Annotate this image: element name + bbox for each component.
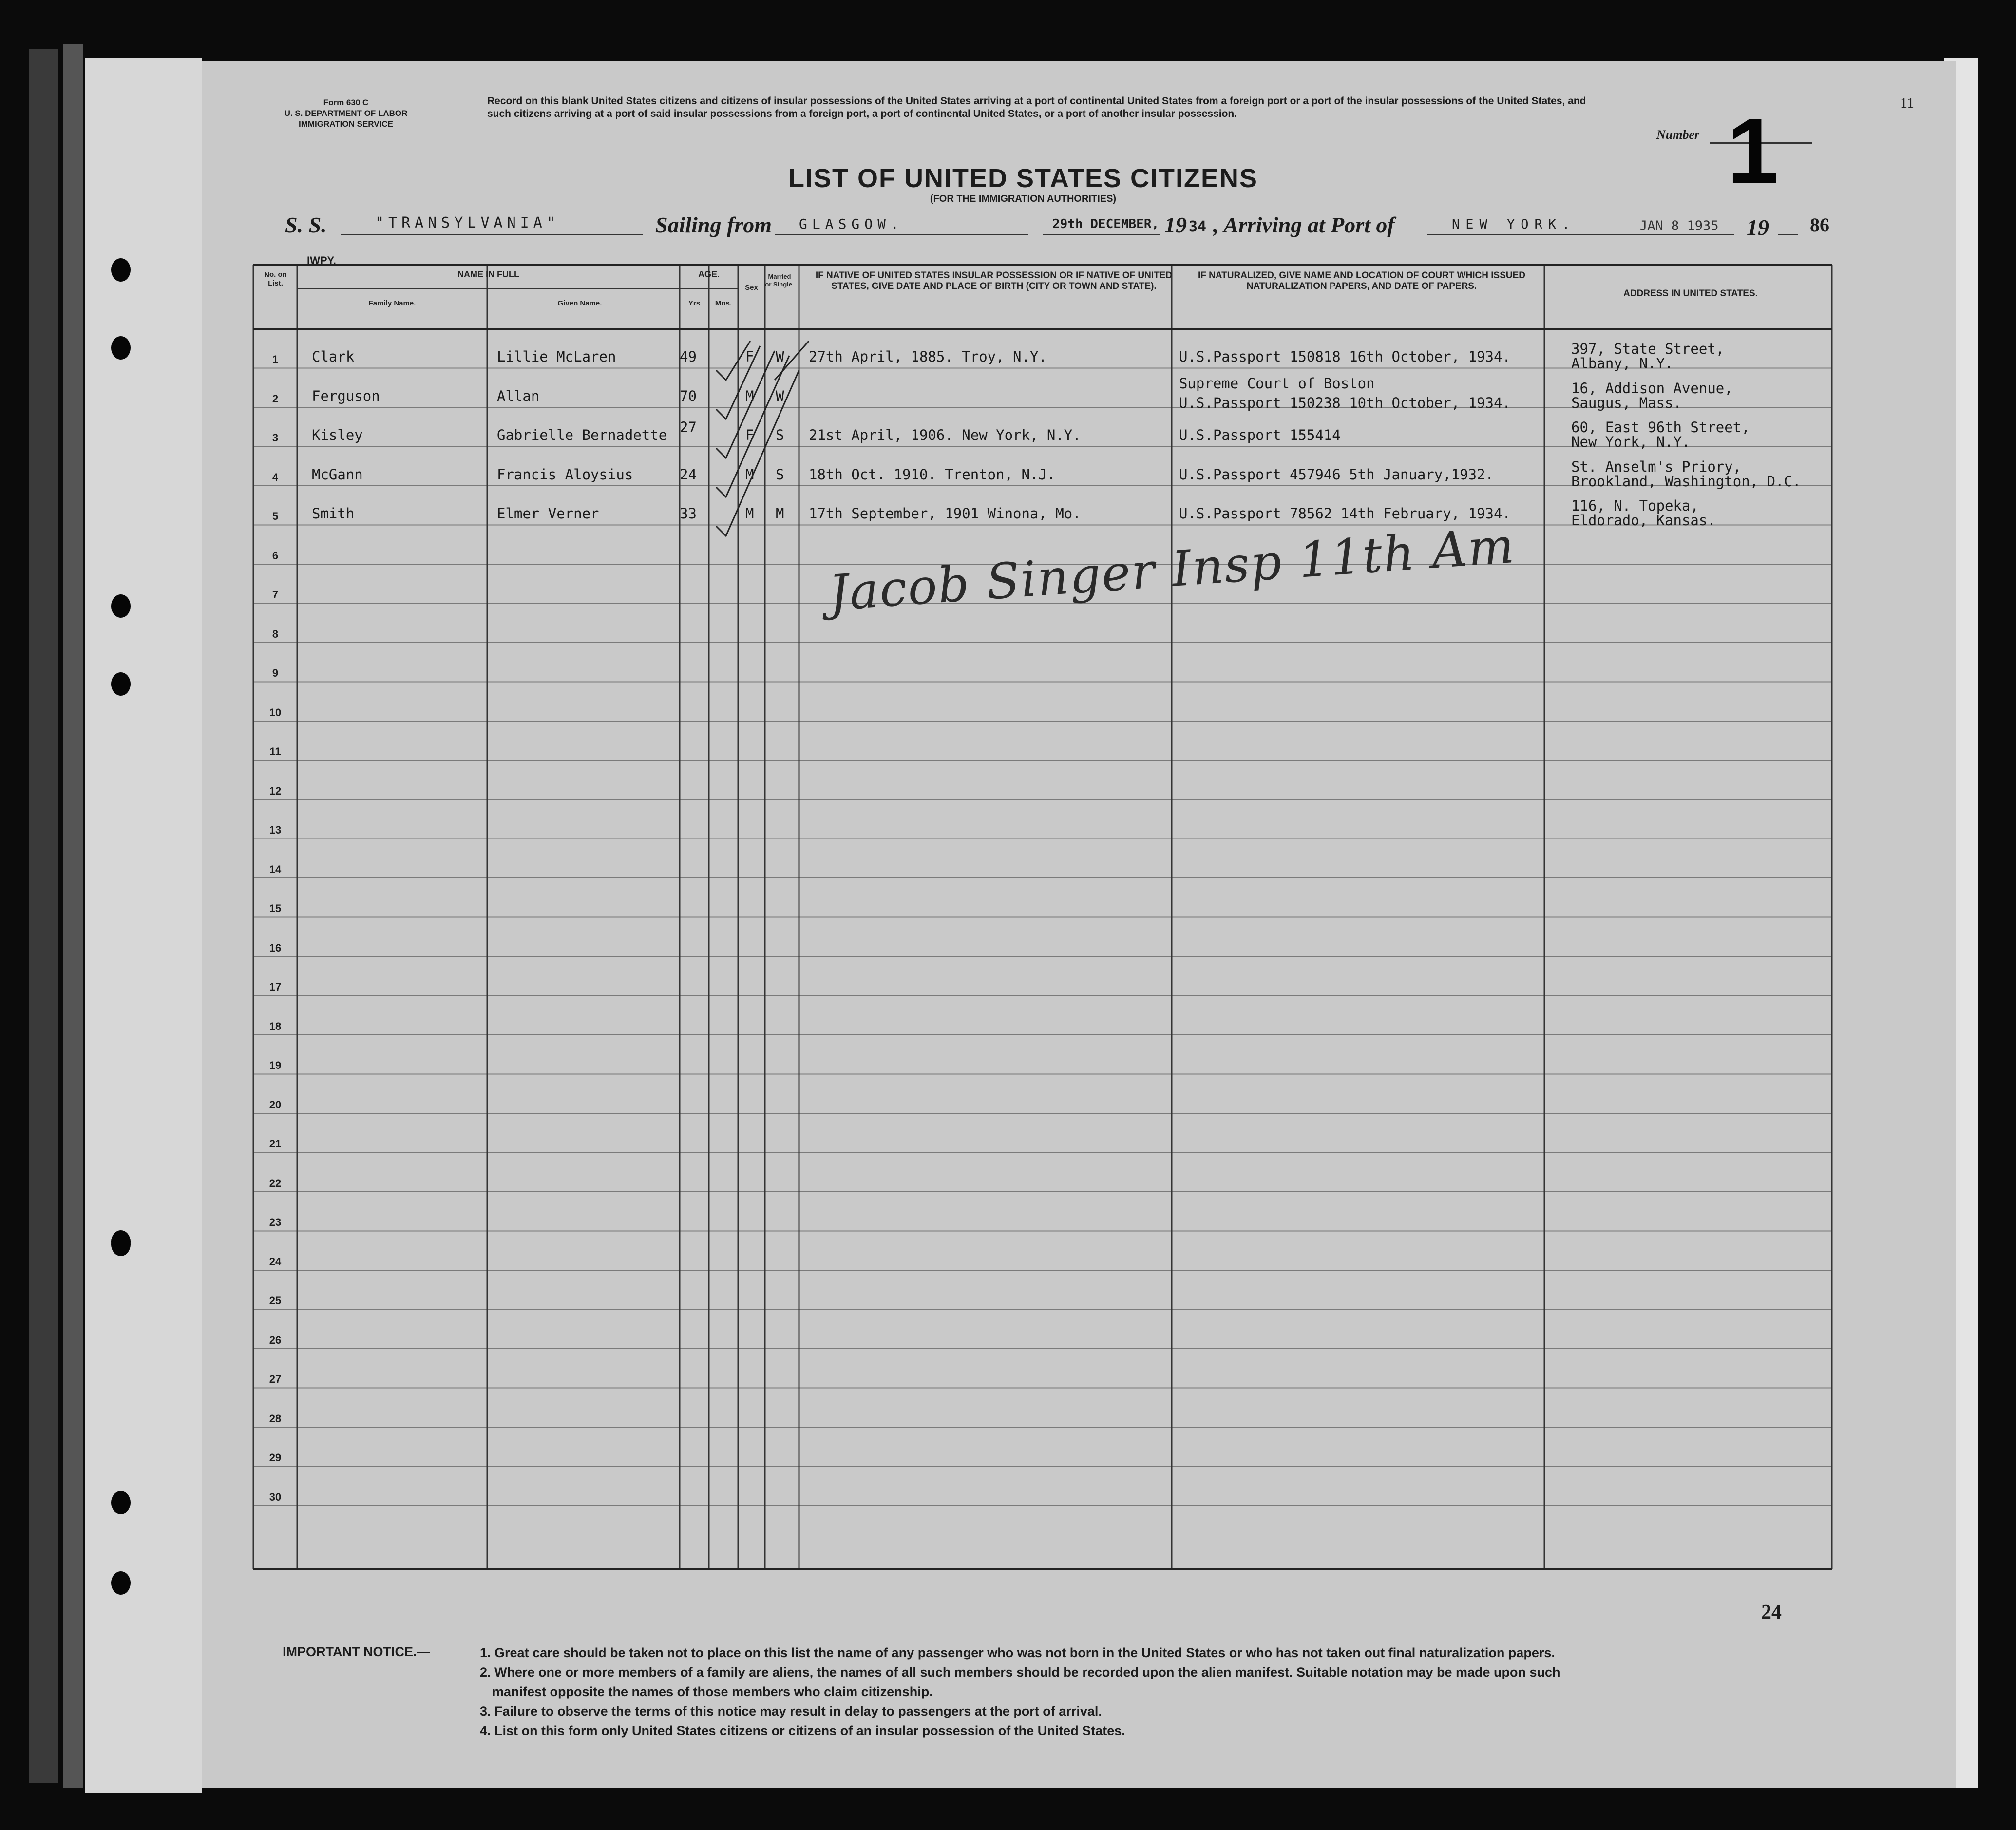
departure-date: 29th DECEMBER, bbox=[1052, 217, 1160, 231]
sheet-number: 86 bbox=[1810, 214, 1829, 236]
row-number: 16 bbox=[269, 941, 282, 954]
row-number: 9 bbox=[272, 667, 279, 679]
page-title: LIST OF UNITED STATES CITIZENS bbox=[788, 164, 1258, 193]
given-name: Elmer Verner bbox=[497, 505, 599, 522]
marital-status: S bbox=[776, 466, 784, 483]
col-header-yrs: Yrs bbox=[688, 299, 701, 307]
notice-item-3: 3. Failure to observe the terms of this notice may result in delay to passengers at the port of arrival. bbox=[480, 1704, 1102, 1718]
given-name: Allan bbox=[497, 387, 540, 404]
list-number: 1 bbox=[1727, 99, 1779, 203]
row-number: 18 bbox=[269, 1020, 282, 1032]
col-header-age: AGE. bbox=[698, 269, 720, 279]
birth-date-place: 27th April, 1885. Troy, N.Y. bbox=[809, 348, 1047, 365]
col-header-mos: Mos. bbox=[715, 299, 732, 307]
address-street: 16, Addison Avenue, bbox=[1571, 380, 1733, 397]
col-header-name: NAME IN FULL bbox=[457, 269, 519, 279]
notice-item-1: 1. Great care should be taken not to place on this list the name of any passenger who was not born in the United States or who has not taken out final naturalization papers. bbox=[480, 1645, 1555, 1660]
row-number: 11 bbox=[269, 745, 281, 758]
row-number: 1 bbox=[272, 353, 279, 365]
notice-item-4: 4. List on this form only United States citizens or citizens of an insular possession of the United States. bbox=[480, 1723, 1125, 1738]
birth-date-place: 21st April, 1906. New York, N.Y. bbox=[809, 427, 1081, 443]
row-number: 15 bbox=[269, 902, 282, 915]
family-name: Clark bbox=[312, 348, 355, 365]
birth-date-place: 17th September, 1901 Winona, Mo. bbox=[809, 505, 1081, 522]
row-number: 12 bbox=[269, 784, 282, 797]
family-name: Smith bbox=[312, 505, 355, 522]
col-header-family-name: Family Name. bbox=[368, 299, 416, 307]
row-number: 5 bbox=[272, 510, 279, 522]
family-name: Kisley bbox=[312, 427, 363, 443]
family-name: Ferguson bbox=[312, 387, 380, 404]
ship-name: "TRANSYLVANIA" bbox=[375, 214, 560, 231]
age-years: 33 bbox=[680, 505, 697, 522]
class-note: IWPY. bbox=[307, 254, 336, 267]
address-city: Eldorado, Kansas. bbox=[1571, 512, 1716, 529]
col-header-naturalized: IF NATURALIZED, GIVE NAME AND LOCATION OF COURT WHICH ISSUED NATURALIZATION PAPERS, AND DATE OF PAPERS. bbox=[1198, 270, 1525, 291]
sex: F bbox=[745, 427, 754, 443]
number-label: Number bbox=[1656, 128, 1700, 142]
address-street: St. Anselm's Priory, bbox=[1571, 458, 1742, 475]
row-number: 23 bbox=[269, 1216, 282, 1228]
naturalization-papers: U.S.Passport 457946 5th January,1932. bbox=[1179, 466, 1494, 483]
row-number: 10 bbox=[269, 706, 282, 719]
sex: M bbox=[745, 505, 754, 522]
col-header-no: No. on List. bbox=[264, 270, 287, 287]
row-number: 13 bbox=[269, 824, 282, 836]
address-street: 116, N. Topeka, bbox=[1571, 497, 1699, 514]
age-years: 70 bbox=[680, 387, 697, 404]
row-number: 27 bbox=[269, 1373, 282, 1385]
marital-status: W bbox=[776, 387, 784, 404]
col-header-native-birth: IF NATIVE OF UNITED STATES INSULAR POSSESSION OR IF NATIVE OF UNITED STATES, GIVE DATE AND PLACE OF BIRTH (CITY OR TOWN AND STATE). bbox=[815, 270, 1173, 291]
notice-item-2-cont: manifest opposite the names of those members who claim citizenship. bbox=[492, 1684, 933, 1699]
naturalization-papers: U.S.Passport 78562 14th February, 1934. bbox=[1179, 505, 1511, 522]
sailing-from-label: Sailing from bbox=[655, 212, 772, 237]
row-number: 20 bbox=[269, 1098, 282, 1111]
given-name: Gabrielle Bernadette bbox=[497, 427, 667, 443]
family-name: McGann bbox=[312, 466, 363, 483]
birth-date-place: 18th Oct. 1910. Trenton, N.J. bbox=[809, 466, 1056, 483]
age-years: 24 bbox=[680, 466, 697, 483]
marital-status: S bbox=[776, 427, 784, 443]
arrival-year-prefix: 19 bbox=[1747, 215, 1769, 240]
arriving-label: , Arriving at Port of bbox=[1213, 212, 1395, 237]
col-header-sex: Sex bbox=[745, 284, 758, 292]
sex: F bbox=[745, 348, 754, 365]
row-number: 4 bbox=[272, 471, 279, 483]
inspector-signature: Jacob Singer Insp 11th Am bbox=[827, 516, 1517, 622]
col-header-given-name: Given Name. bbox=[557, 299, 602, 307]
row-number: 8 bbox=[272, 628, 279, 640]
row-number: 19 bbox=[269, 1059, 282, 1071]
department-name: U. S. DEPARTMENT OF LABOR bbox=[284, 109, 408, 118]
row-number: 29 bbox=[269, 1451, 282, 1464]
address-street: 60, East 96th Street, bbox=[1571, 419, 1750, 436]
address-street: 397, State Street, bbox=[1571, 341, 1725, 357]
notice-item-2: 2. Where one or more members of a family are aliens, the names of all such members should be recorded upon the alien manifest. Suitable notation may be made upon such bbox=[480, 1665, 1560, 1679]
year-prefix: 19 bbox=[1164, 212, 1187, 237]
row-number: 22 bbox=[269, 1177, 282, 1189]
given-name: Francis Aloysius bbox=[497, 466, 633, 483]
age-years: 27 bbox=[680, 419, 697, 436]
sailing-from-port: GLASGOW. bbox=[799, 216, 904, 232]
notice-heading: IMPORTANT NOTICE.— bbox=[283, 1644, 430, 1659]
form-number: Form 630 C bbox=[323, 98, 369, 107]
record-instructions: Record on this blank United States citizens and citizens of insular possessions of the United States arriving at a port of continental United States from a foreign port or a port of the insular possessions of the United States, and such citizens arriving at a port of said insular possessions from a foreign port, a port of continental United States, or a port of another insular possession. bbox=[487, 95, 1586, 119]
year-suffix: 34 bbox=[1189, 218, 1207, 235]
marital-status: W bbox=[776, 348, 784, 365]
row-number: 28 bbox=[269, 1412, 282, 1425]
row-number: 14 bbox=[269, 863, 282, 876]
row-number: 7 bbox=[272, 589, 279, 601]
row-number: 3 bbox=[272, 432, 279, 444]
row-number: 2 bbox=[272, 392, 279, 405]
naturalization-papers: U.S.Passport 150238 10th October, 1934. bbox=[1179, 394, 1511, 411]
naturalization-court: Supreme Court of Boston bbox=[1179, 375, 1375, 392]
row-number: 25 bbox=[269, 1295, 282, 1307]
ss-label: S. S. bbox=[285, 212, 327, 237]
page-number: 24 bbox=[1761, 1601, 1782, 1623]
address-city: New York, N.Y. bbox=[1571, 434, 1691, 450]
address-city: Albany, N.Y. bbox=[1571, 355, 1674, 372]
address-city: Brookland, Washington, D.C. bbox=[1571, 473, 1801, 490]
row-number: 26 bbox=[269, 1334, 282, 1346]
row-number: 21 bbox=[269, 1138, 282, 1150]
sex: M bbox=[745, 466, 754, 483]
naturalization-papers: U.S.Passport 155414 bbox=[1179, 427, 1341, 443]
address-city: Saugus, Mass. bbox=[1571, 394, 1682, 411]
sex: M bbox=[745, 387, 754, 404]
arrival-date-stamp: JAN 8 1935 bbox=[1639, 218, 1719, 233]
service-name: IMMIGRATION SERVICE bbox=[299, 119, 393, 129]
given-name: Lillie McLaren bbox=[497, 348, 616, 365]
age-years: 49 bbox=[680, 348, 697, 365]
row-number: 30 bbox=[269, 1490, 282, 1503]
col-header-married-single: Married or Single. bbox=[765, 273, 794, 288]
arrival-port: NEW YORK. bbox=[1452, 217, 1576, 232]
page-subtitle: (FOR THE IMMIGRATION AUTHORITIES) bbox=[930, 193, 1117, 204]
naturalization-papers: U.S.Passport 150818 16th October, 1934. bbox=[1179, 348, 1511, 365]
marital-status: M bbox=[776, 505, 784, 522]
row-number: 17 bbox=[269, 981, 282, 993]
row-number: 6 bbox=[272, 549, 279, 562]
col-header-address: ADDRESS IN UNITED STATES. bbox=[1623, 288, 1758, 299]
row-number: 24 bbox=[269, 1255, 282, 1268]
corner-mark: 11 bbox=[1900, 95, 1914, 111]
